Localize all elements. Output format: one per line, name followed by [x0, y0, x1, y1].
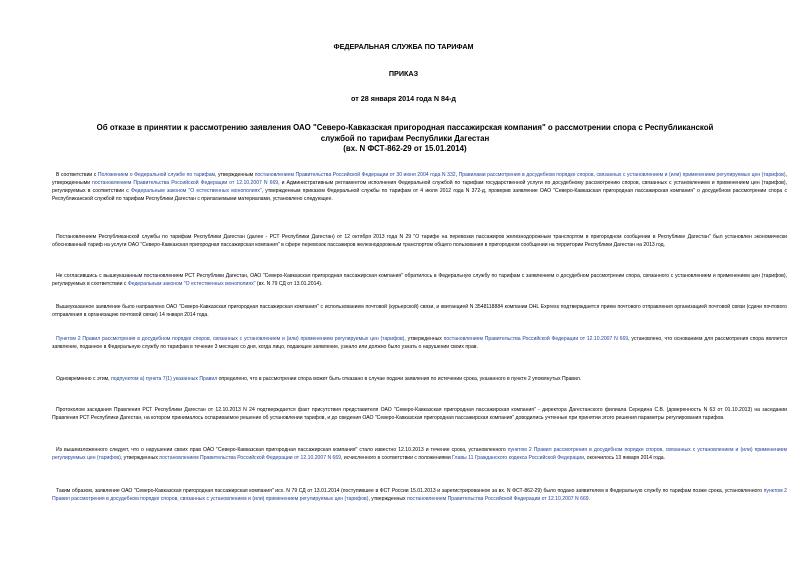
p1-text-4: , утвержденными: [52, 172, 787, 187]
p4-text-1: Вышеуказанное заявление было направлено ОАО "Северо-Кавказская пригородная пассажирская компания" с использованием почтовой (курьерской) связи, и квитанцией N 3548118884 компании DHL Express подтверждается прием почтового отправления организацией почтовой связи (сдачи почтового отправления в организацию почтовой связи) 14 января 2014 года.: [52, 304, 787, 319]
document-title: [60, 123, 750, 155]
p9-text-2: , утвержденных: [368, 496, 407, 503]
p5-text-1: , утвержденных: [404, 336, 444, 342]
p8-text-2: , утвержденных: [120, 455, 160, 462]
p1-text-6: , утвержденным приказом Федеральной службы по тарифам от 4 июля 2012 года N 372-д, проверив заявление ОАО "Северо-Кавказская пригородная пассажирская компания" о досудебном рассмотрении спора с Республиканской службой по тарифам Республики Дагестан с прилагаемыми материалами, установлено следующее.: [52, 188, 787, 203]
p1-link-fst-regulation[interactable]: Положением о Федеральной службе по тарифам: [97, 172, 216, 178]
p5-text-2: , установлено, что основанием для рассмотрения спора является заявление, поданное в Федеральную службу по тарифам в течение 3 месяцев со дня, когда лицо, подающее заявление, узнало или должно было узнать о нарушении своих прав.: [52, 336, 787, 351]
p8-text-1: Из вышеизложенного следует, что о нарушении своих прав ОАО "Северо-Кавказская пригородная пассажирская компания" стало известно 12.10.2013 и течение срока, установленного: [56, 447, 508, 453]
p7-text-1: Протоколом заседания Правления РСТ Республики Дагестан от 12.10.2013 N 24 подтверждается факт присутствия представителя ОАО "Северо-Кавказская пригородная пассажирская компания" - директора Дагестанского филиала Середина С.В. (доверенность N 63 от 01.10.2013) на заседании Правления РСТ Республики Дагестан, на котором принималось оспариваемое решение об установлении тарифов, и до сведения ОАО "Северо-Кавказская пригородная пассажирская компания" доводились учтенные при принятии этого решения параметры регулирования тарифов.: [52, 407, 787, 422]
p9-link-rules-point-2[interactable]: пунктом 2 Правил рассмотрения в досудебном порядке споров, связанных с установлением и (или) применением регулируемых цен (тарифов): [52, 488, 787, 503]
paragraph-3: [52, 272, 787, 288]
paragraph-8: [52, 446, 787, 462]
p1-text-2: , утвержденным: [215, 172, 255, 178]
p8-text-4: , окончилось 13 января 2014 года.: [583, 455, 666, 462]
p1-text-5: , и Административным регламентом исполнения Федеральной службой по тарифам государственной услуги по досудебному рассмотрению споров, связанных с установлением и применением цен (тарифов), регулируемых в соответствии с: [52, 180, 787, 195]
paragraph-2: [52, 233, 787, 249]
p1-link-decree-332[interactable]: постановлением Правительства Российской Федерации от 30 июня 2004 года N 332: [254, 172, 456, 178]
p6-text-1: Одновременно с этим,: [56, 376, 112, 382]
paragraph-6: [52, 375, 787, 383]
p1-link-monopoly-law[interactable]: Федеральным законом "О естественных монополиях": [130, 188, 262, 195]
paragraph-4: [52, 303, 787, 319]
p9-text-3: .: [588, 496, 591, 503]
p5-link-rules-point-2[interactable]: Пунктом 2 Правил рассмотрения в досудебном порядке споров, связанных с установлением и (или) применением регулируемых цен (тарифов): [56, 336, 405, 342]
title-line-3: (вх. N ФСТ-862-29 от 15.01.2014): [343, 144, 467, 153]
paragraph-7: [52, 406, 787, 422]
p8-text-3: , исчисленного в соответствии с положениями: [341, 455, 453, 462]
date-number-heading: от 28 января 2014 года N 84-д: [351, 94, 456, 103]
p6-link-subpoint-7-1[interactable]: подпунктом а) пункта 7(1) указанных Правил: [111, 376, 218, 382]
paragraph-5: [52, 335, 787, 351]
p3-text-2: (вх. N 79 СД от 13.01.2014).: [255, 281, 323, 288]
p6-text-2: определено, что в рассмотрении спора может быть отказано в случае подачи заявления по истечении срока, указанного в пункте 2 упомянутых Правил.: [217, 376, 582, 382]
paragraph-1: [52, 171, 787, 203]
p9-text-1: Таким образом, заявление ОАО "Северо-Кавказская пригородная пассажирская компания" исх. N 79 СД от 13.01.2014 (поступившее в ФСТ России 15.01.2013 и зарегистрированное за вх. N ФСТ-862-29) было подано заявителем в Федеральную службу по тарифам позже срока, установленного: [56, 488, 764, 494]
p3-text-1: Не согласившись с вышеуказанным постановлением РСТ Республики Дагестан, ОАО "Северо-Кавказская пригородная пассажирская компания" обратилось в Федеральную службу по тарифам с заявлением о досудебном рассмотрении спора, связанного с установлением и применением цен (тарифов), регулируемых в соответствии с: [52, 273, 787, 288]
p1-text-3: ,: [455, 172, 459, 178]
p5-link-decree-669[interactable]: постановлением Правительства Российской Федерации от 12.10.2007 N 669: [443, 336, 629, 342]
p1-link-decree-669[interactable]: постановлением Правительства Российской Федерации от 12.10.2007 N 669: [92, 180, 279, 187]
p8-link-rules-point-2[interactable]: пунктом 2 Правил рассмотрения в досудебном порядке споров, связанных с установлением и (или) применением регулируемых цен (тарифов): [52, 447, 787, 462]
doc-type-heading: ПРИКАЗ: [388, 69, 419, 78]
p1-text-1: В соответствии с: [56, 172, 98, 178]
title-line-2: службой по тарифам Республики Дагестан: [320, 133, 490, 143]
paragraph-9: [52, 487, 787, 503]
p9-link-decree-669[interactable]: постановлением Правительства Российской Федерации от 12.10.2007 N 669: [406, 496, 589, 503]
p1-link-dispute-rules[interactable]: Правилами рассмотрения в досудебном порядке споров, связанных с установлением и (или) применением регулируемых цен (тарифов): [458, 172, 786, 178]
p2-text-1: Постановлением Республиканской службы по тарифам Республики Дагестан (далее - РСТ Республики Дагестан) от 12 октября 2013 года N 29 "О тарифе на перевозки пассажиров железнодорожным транспортом в пригородном сообщении в Республике Дагестан" был установлен экономически обоснованный тариф на услуги ОАО "Северо-Кавказская пригородная пассажирская компания" в сфере перевозок пассажиров железнодорожным транспортом общего пользования в пригородном сообщении на территории Республики Дагестан на 2013 год.: [52, 234, 787, 249]
p8-link-decree-669[interactable]: постановлением Правительства Российской Федерации от 12.10.2007 N 669: [159, 455, 342, 462]
agency-heading: ФЕДЕРАЛЬНАЯ СЛУЖБА ПО ТАРИФАМ: [333, 42, 474, 51]
title-line-1: Об отказе в принятии к рассмотрению заявления ОАО "Северо-Кавказская пригородная пассажирская компания" о рассмотрении спора с Республиканской: [96, 123, 714, 132]
p8-link-civil-code-ch11[interactable]: Главы 11 Гражданского кодекса Российской Федерации: [452, 455, 584, 462]
p3-link-monopoly-law[interactable]: Федеральным законом "О естественных монополиях": [127, 281, 256, 288]
